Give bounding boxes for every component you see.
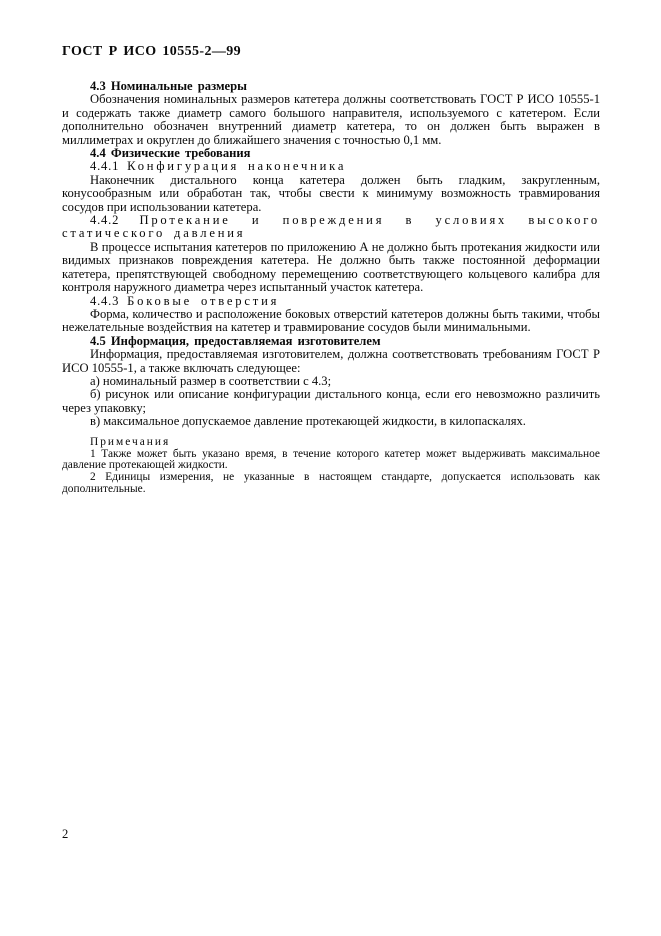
section-4-4-2-paragraph: В процессе испытания катетеров по приложению А не должно быть протекания жидкости или видимых признаков повреждения катетера. Не должно быть также постоянной деформации катетера, препятствующей свободному перемещению соответствующего кольцевого калибра для контроля наружного диаметра через испытанный участок катетера. [62, 239, 600, 295]
section-title: Протекание и повреждения в условиях высокого статического давления [62, 213, 601, 241]
section-title: Боковые отверстия [127, 293, 280, 308]
section-4-4-3-heading [62, 295, 600, 308]
section-number: 4.4.3 [90, 293, 124, 308]
list-item-a: а) номинальный размер в соответствии с 4.3; [90, 373, 332, 388]
section-4-3-heading: 4.3 Номинальные размеры [90, 79, 247, 93]
list-item-v: в) максимальное допускаемое давление протекающей жидкости, в килопаскалях. [90, 414, 526, 429]
section-title: Конфигурация наконечника [127, 159, 347, 174]
section-number: 4.4.2 [90, 213, 136, 228]
notes-block [62, 436, 600, 496]
note-1: 1 Также может быть указано время, в течение которого катетер может выдерживать максимальное давление протекающей жидкости. [62, 447, 600, 472]
section-4-4-1-heading [62, 160, 600, 173]
section-4-4-2-heading [62, 214, 600, 241]
section-4-5-paragraph: Информация, предоставляемая изготовителем, должна соответствовать требованиям ГОСТ Р ИСО 10555-1, а также включать следующее: [62, 347, 600, 375]
document-header: ГОСТ Р ИСО 10555-2—99 [62, 44, 242, 59]
document-content [62, 44, 600, 496]
notes-heading: Примечания [90, 435, 171, 448]
section-4-4-1-paragraph: Наконечник дистального конца катетера должен быть гладким, закругленным, конусообразным или обработан так, чтобы свести к минимуму возможность травмирования сосудов при использовании катетера. [62, 172, 600, 214]
section-number: 4.4.1 [90, 159, 124, 174]
note-2: 2 Единицы измерения, не указанные в настоящем стандарте, допускается использовать как дополнительные. [62, 471, 600, 495]
section-4-5-heading: 4.5 Информация, предоставляемая изготовителем [90, 333, 381, 348]
list-item-b: б) рисунок или описание конфигурации дистального конца, если его невозможно различить через упаковку; [62, 387, 600, 415]
page-number: 2 [62, 827, 69, 841]
section-4-3-paragraph: Обозначения номинальных размеров катетера должны соответствовать ГОСТ Р ИСО 10555-1 и содержать также диаметр самого большого направителя, используемого с катетером. Если дополнительно обозначен внутренний диаметр катетера, то он должен быть выражен в миллиметрах и округлен до ближайшего значения с точностью 0,1 мм. [62, 92, 600, 147]
section-4-4-heading: 4.4 Физические требования [90, 146, 251, 161]
section-4-4-3-paragraph: Форма, количество и расположение боковых отверстий катетеров должны быть такими, чтобы нежелательные воздействия на катетер и травмирование сосудов были минимальными. [62, 306, 600, 335]
